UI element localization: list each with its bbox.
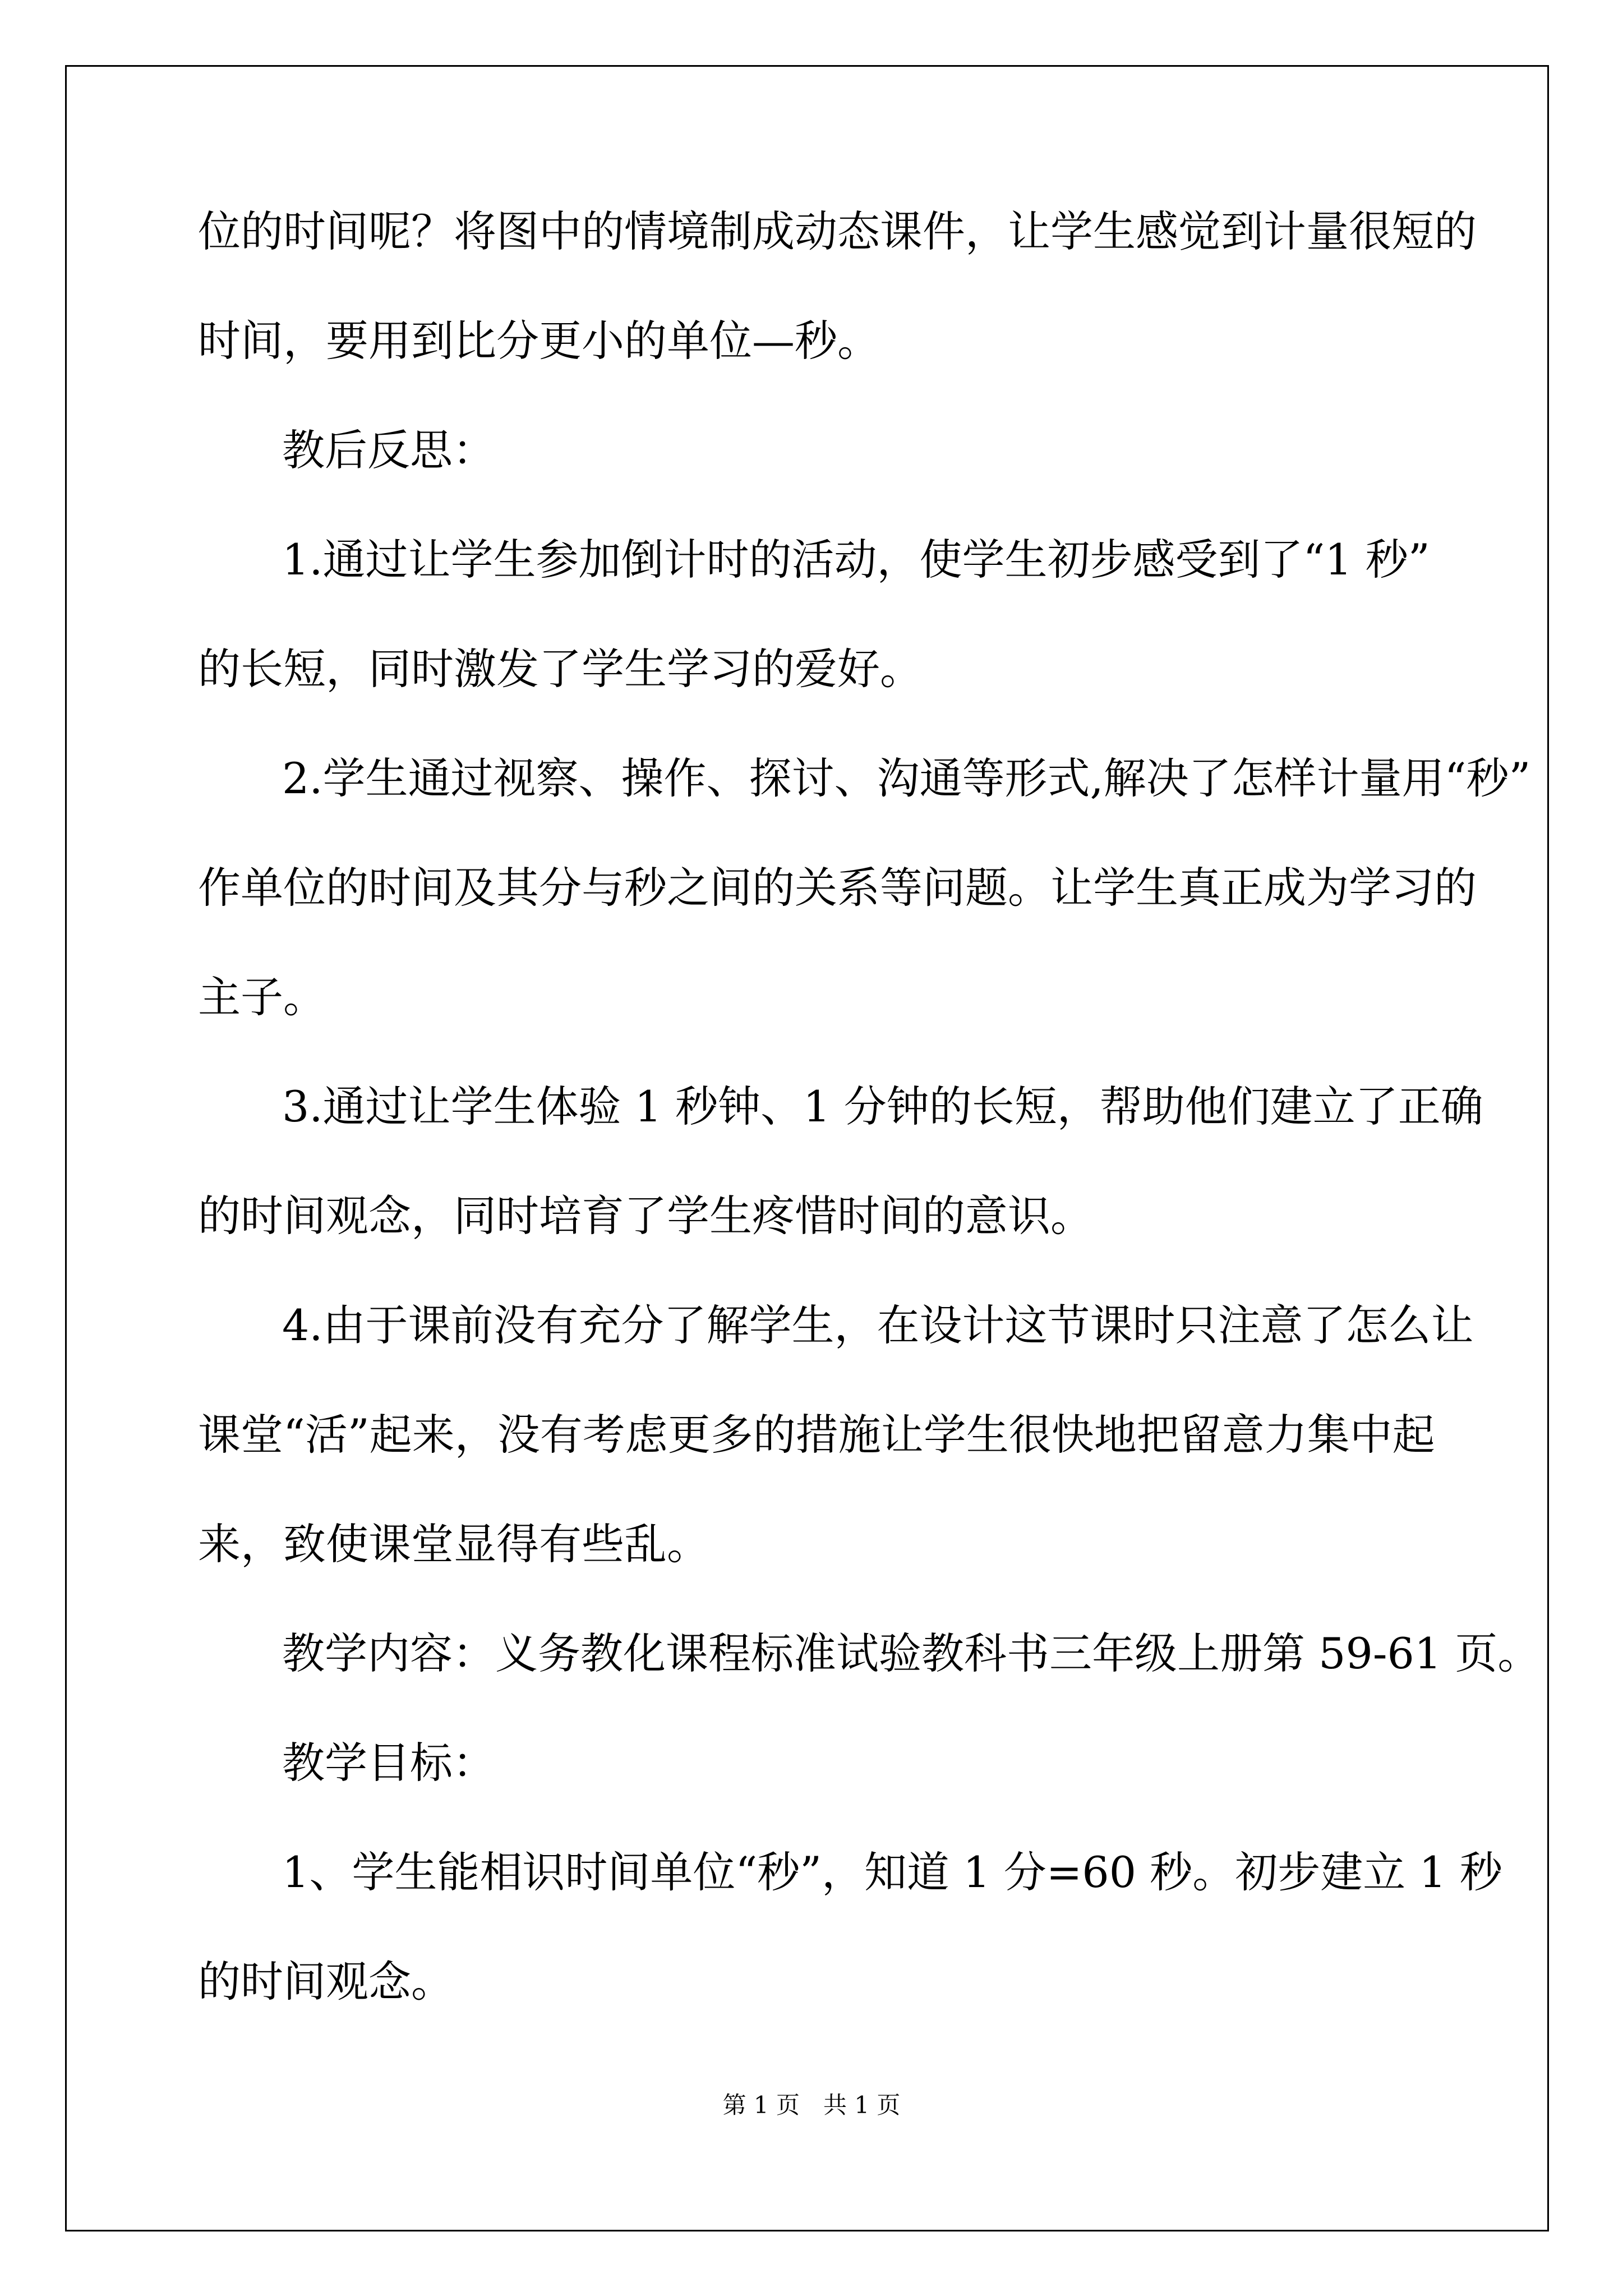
page-border	[65, 65, 1549, 2231]
text-line: 的时间观念。	[198, 1957, 454, 2007]
paragraph-heading: 教后反思：	[282, 425, 495, 475]
text-line: 的时间观念，同时培育了学生疼惜时间的意识。	[198, 1191, 1093, 1241]
text-line: 教学内容：义务教化课程标准试验教科书三年级上册第 59-61 页。	[282, 1628, 1541, 1678]
text-line: 位的时间呢？将图中的情境制成动态课件，让学生感觉到计量很短的	[198, 206, 1477, 256]
text-line: 的长短，同时激发了学生学习的爱好。	[198, 644, 923, 694]
text-line: 1.通过让学生参加倒计时的活动，使学生初步感受到了“1 秒”	[282, 535, 1430, 585]
text-line: 时间，要用到比分更小的单位—秒。	[198, 316, 880, 366]
page-number: 第 1 页 共 1 页	[722, 2091, 901, 2119]
text-line: 1、学生能相识时间单位“秒”，知道 1 分=60 秒。初步建立 1 秒	[282, 1847, 1502, 1897]
paragraph-heading: 教学目标：	[282, 1738, 495, 1788]
text-line: 来，致使课堂显得有些乱。	[198, 1519, 709, 1569]
text-line: 4.由于课前没有充分了解学生，在设计这节课时只注意了怎么让	[282, 1300, 1474, 1350]
text-line: 2.学生通过视察、操作、探讨、沟通等形式,解决了怎样计量用“秒”	[282, 753, 1531, 803]
text-line: 主子。	[198, 972, 326, 1022]
text-line: 作单位的时间及其分与秒之间的关系等问题。让学生真正成为学习的	[198, 863, 1477, 913]
text-line: 3.通过让学生体验 1 秒钟、1 分钟的长短，帮助他们建立了正确	[282, 1082, 1483, 1131]
text-line: 课堂“活”起来，没有考虑更多的措施让学生很快地把留意力集中起	[198, 1410, 1435, 1460]
